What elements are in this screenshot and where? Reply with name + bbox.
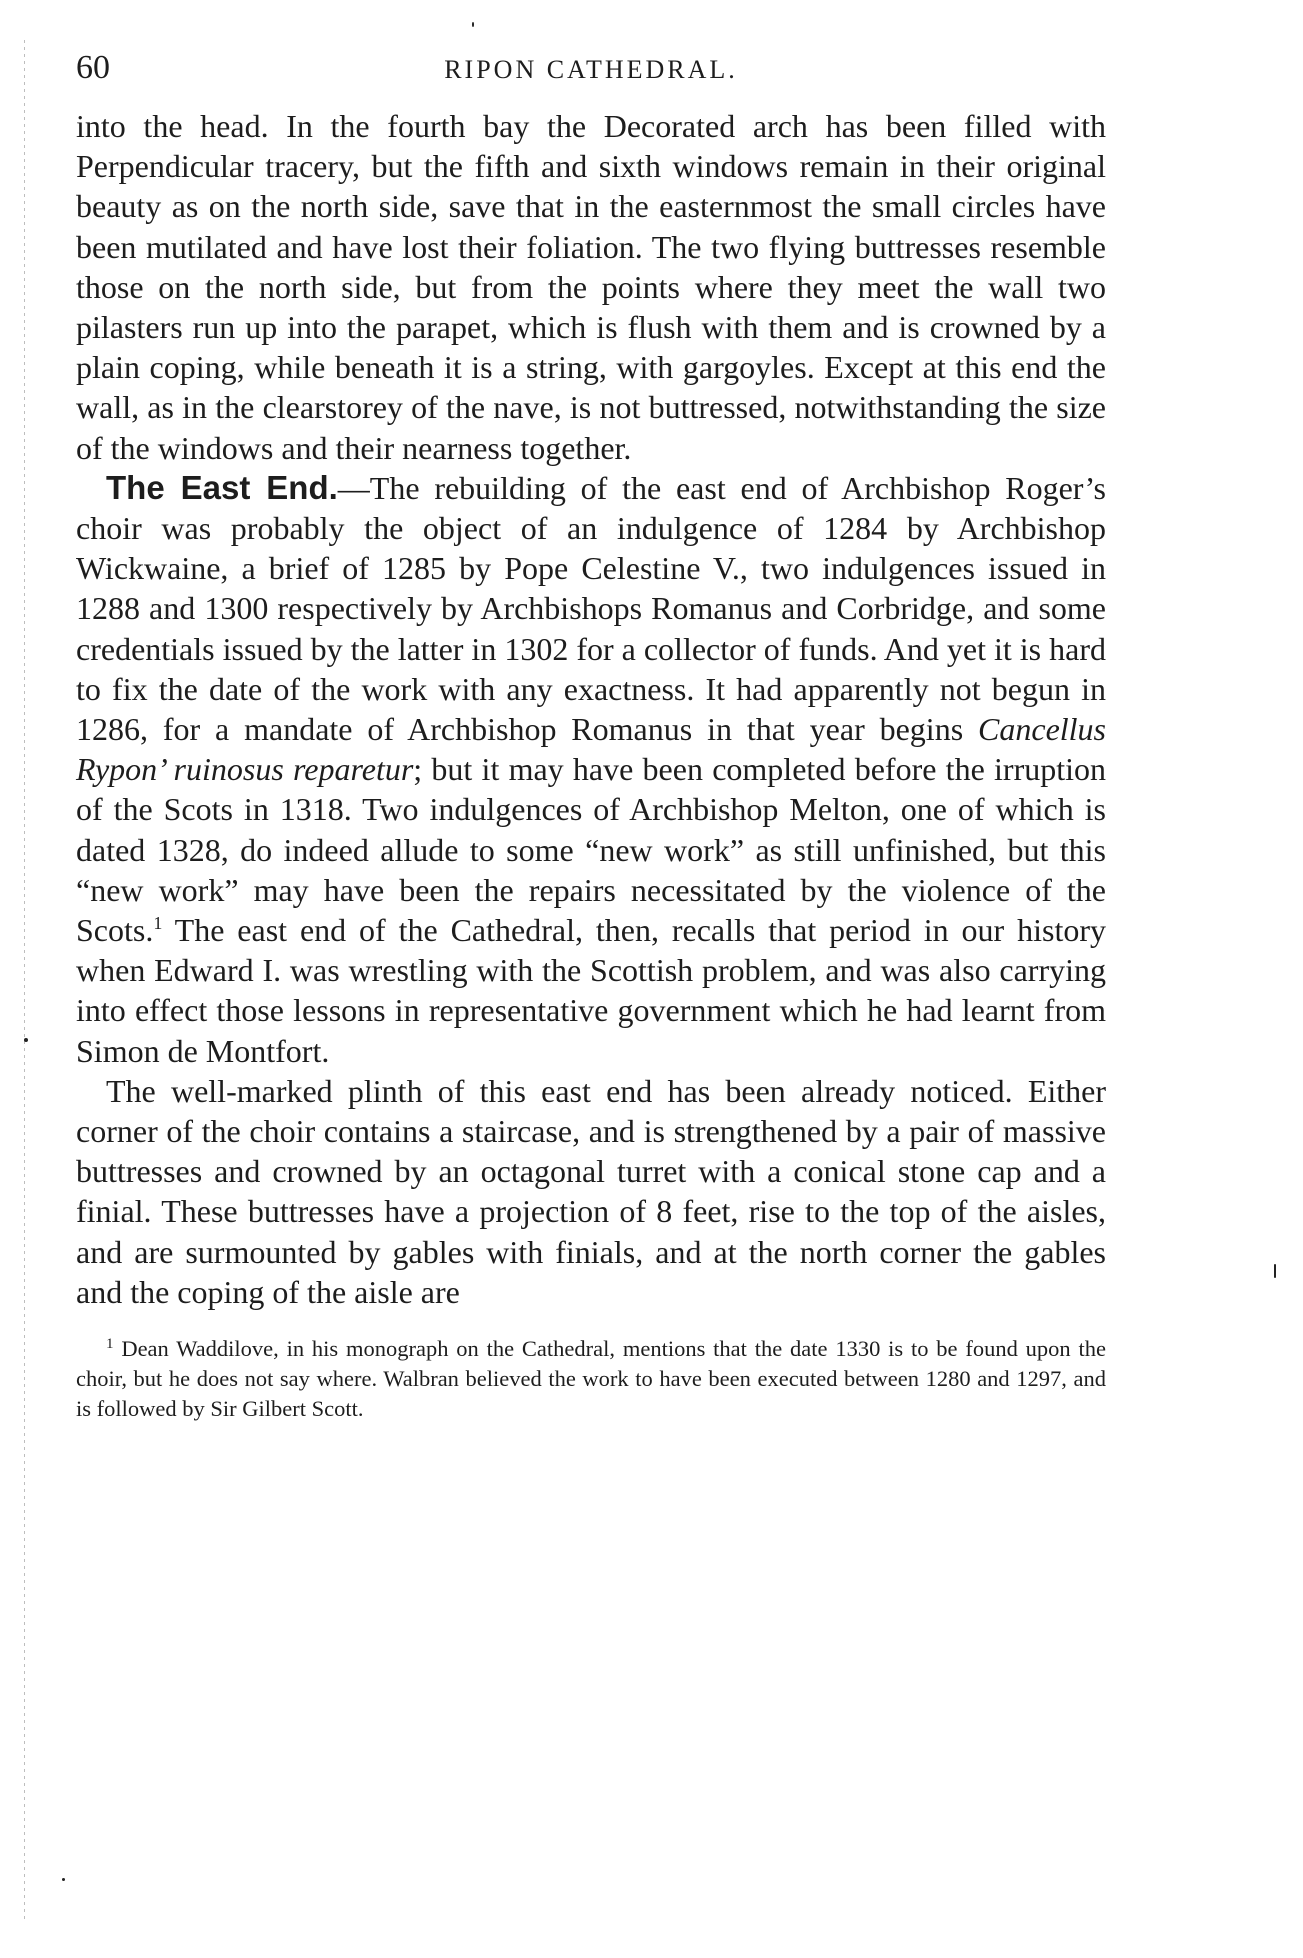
paragraph-text: —The rebuilding of the east end of Archbishop Roger’s choir was probably the object of an indulgence of 1284 by Archbishop Wickwaine, a brief of 1285 by Pope Celestine V., two indulgences issued in 1288 and 1300 respectively by Archbishops Romanus and Corbridge, and some credentials issued by the latter in 1302 for a collector of funds. And yet it is hard to fix the date of the work with any exactness. It had apparently not begun in 1286, for a mandate of Archbishop Romanus in that year begins [76, 469, 1106, 748]
paragraph: into the head. In the fourth bay the Decorated arch has been filled with Perpendicular tracery, but the fifth and sixth windows remain in their original beauty as on the north side, save that in the easternmost the small circles have been mutilated and have lost their foliation. The two flying buttresses resemble those on the north side, but from the points where they meet the wall two pilasters run up into the parapet, which is flush with them and is crowned by a plain coping, while beneath it is a string, with gargoyles. Except at this end the wall, as in the clearstorey of the nave, is not buttressed, notwithstanding the size of the windows and their nearness together. [76, 108, 1106, 466]
paragraph-text: The east end of the Cathedral, then, recalls that period in our history when Edward I. was wrestling with the Scottish problem, and was also carrying into effect those lessons in representative government which he had learnt from Simon de Montfort. [76, 912, 1106, 1069]
footnote-reference: 1 [153, 913, 163, 934]
page-number: 60 [76, 49, 110, 86]
section-heading: The East End. [106, 468, 338, 506]
page-gutter-line [24, 40, 25, 1920]
footnote [76, 1334, 1106, 1424]
paragraph-text: ; but it may have been completed before the irruption of the Scots in 1318. Two indulgences of Archbishop Melton, one of which is dated 1328, do indeed allude to some “new work” as still unfinished, but this “new work” may have been the repairs necessitated by the violence of the Scots. [76, 751, 1107, 949]
paragraph: The well-marked plinth of this east end has been already noticed. Either corner of the choir contains a staircase, and is strengthened by a pair of massive buttresses and crowned by an octagonal turret with a conical stone cap and a finial. These buttresses have a projection of 8 feet, rise to the top of the aisles, and are surmounted by gables with finials, and at the north corner the gables and the coping of the aisle are [76, 1072, 1106, 1310]
page-header [76, 48, 1106, 96]
book-page [76, 48, 1106, 1447]
latin-quotation: Cancellus Rypon’ ruinosus reparetur [76, 711, 1106, 788]
scan-speck [472, 22, 474, 27]
paragraph-east-end [76, 468, 1106, 1071]
scan-speck [24, 1038, 28, 1042]
footnote-marker: 1 [106, 1336, 114, 1353]
scan-speck [62, 1878, 65, 1881]
running-head: RIPON CATHEDRAL. [444, 55, 738, 84]
footnote-text: Dean Waddilove, in his monograph on the Cathedral, mentions that the date 1330 is to be found upon the choir, but he does not say where. Walbran believed the work to have been executed between 1280 and 1297, and is followed by Sir Gilbert Scott. [76, 1336, 1106, 1422]
body-text [76, 106, 1106, 1312]
scan-speck [1274, 1264, 1276, 1278]
